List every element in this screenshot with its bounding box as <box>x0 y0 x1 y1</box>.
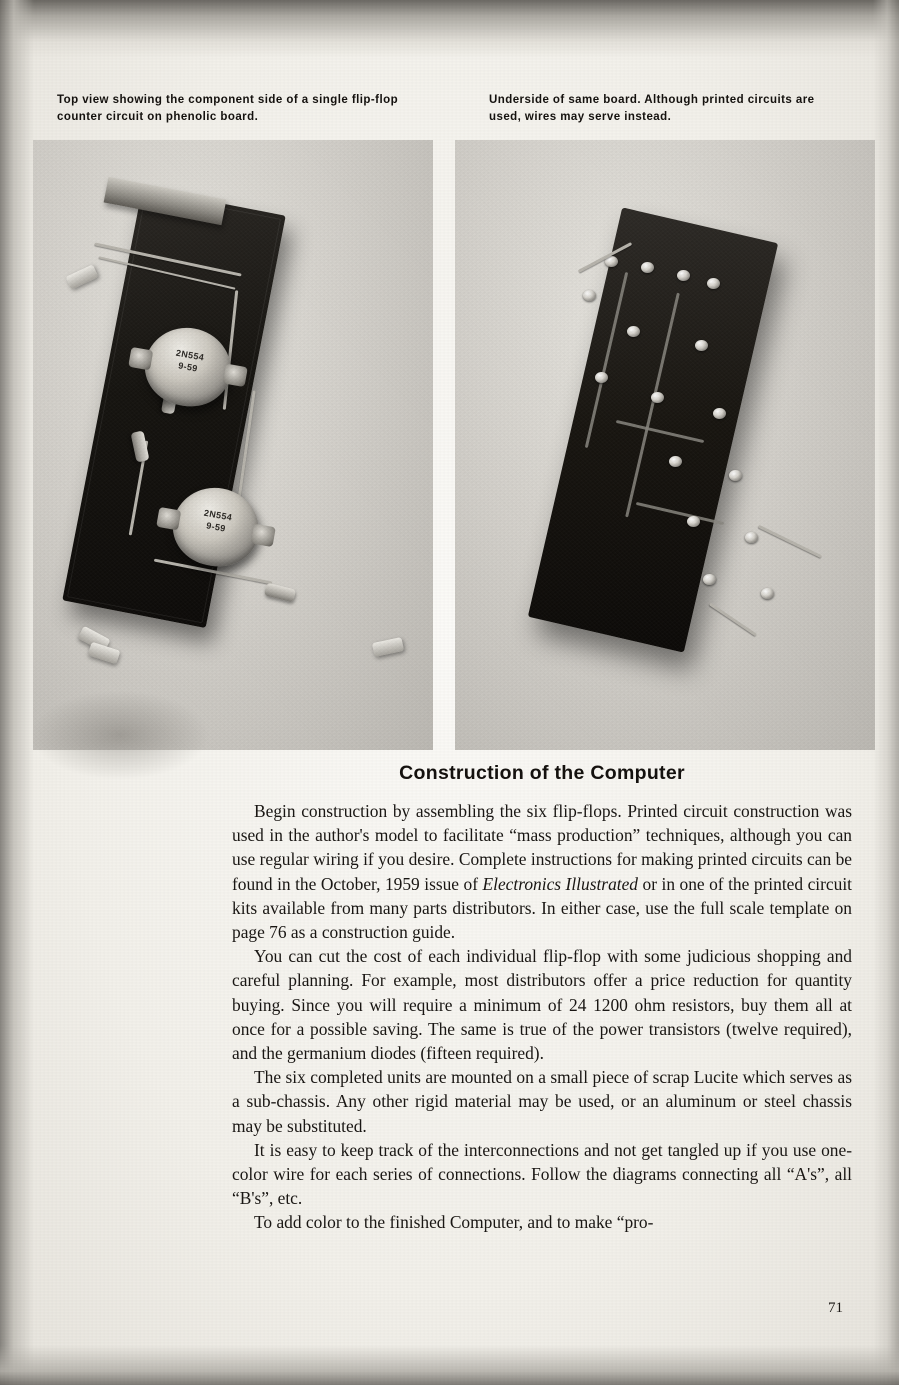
transistor-label-lower-date: 9-59 <box>205 520 227 534</box>
transistor-label-lower-type: 2N554 <box>203 507 234 523</box>
article-body <box>232 762 852 1235</box>
page-edge-shadow-bottom <box>0 1345 899 1385</box>
article-paragraph-1: Begin construction by assembling the six flip-flops. Printed circuit construction was used in the author's model to facilitate “mass production” techniques, although you can use regular wiring if you desire. Complete instructions for making printed circuits can be found in the October, 1959 issue of Electronics Illustrated or in one of the printed circuit kits available from many parts distributors. In either case, use the full scale template on page 76 as a construction guide. <box>232 801 852 943</box>
underside-photo <box>455 140 875 750</box>
caption-left-photo: Top view showing the component side of a single flip-flop counter circuit on phenolic board. <box>57 94 399 123</box>
transistor-label-upper-date: 9-59 <box>177 360 199 374</box>
article-paragraph-3: The six completed units are mounted on a small piece of scrap Lucite which serves as a sub-chassis. Any other rigid material may be used, or an aluminum or steel chassis may be substituted. <box>232 1067 852 1136</box>
page-edge-shadow-left <box>0 0 34 1385</box>
photo-grain <box>33 140 433 750</box>
page-edge-shadow-right <box>873 0 899 1385</box>
page-number: 71 <box>828 1300 843 1316</box>
page-edge-shadow-top <box>0 0 899 58</box>
page-title: Construction of the Computer <box>399 762 685 784</box>
photo-grain <box>455 140 875 750</box>
article-paragraph-5: To add color to the finished Computer, and to make “pro- <box>254 1212 654 1233</box>
top-view-photo <box>33 140 433 750</box>
magazine-title: Electronics Illustrated <box>482 873 639 894</box>
article-paragraph-2: You can cut the cost of each individual flip-flop with some judicious shopping and careful planning. For example, most distributors offer a price reduction for quantity buying. Since you will require a minimum of 24 1200 ohm resistors, buy them all at once for a possible saving. The same is true of the power transistors (twelve required), and the germanium diodes (fifteen required). <box>232 946 852 1064</box>
caption-right-photo: Underside of same board. Although printed circuits are used, wires may serve instead. <box>489 94 815 123</box>
transistor-label-upper-type: 2N554 <box>175 347 206 363</box>
article-paragraph-4: It is easy to keep track of the interconnections and not get tangled up if you use one-color wire for each series of connections. Follow the diagrams connecting all “A's”, all “B's”, etc. <box>232 1139 852 1209</box>
